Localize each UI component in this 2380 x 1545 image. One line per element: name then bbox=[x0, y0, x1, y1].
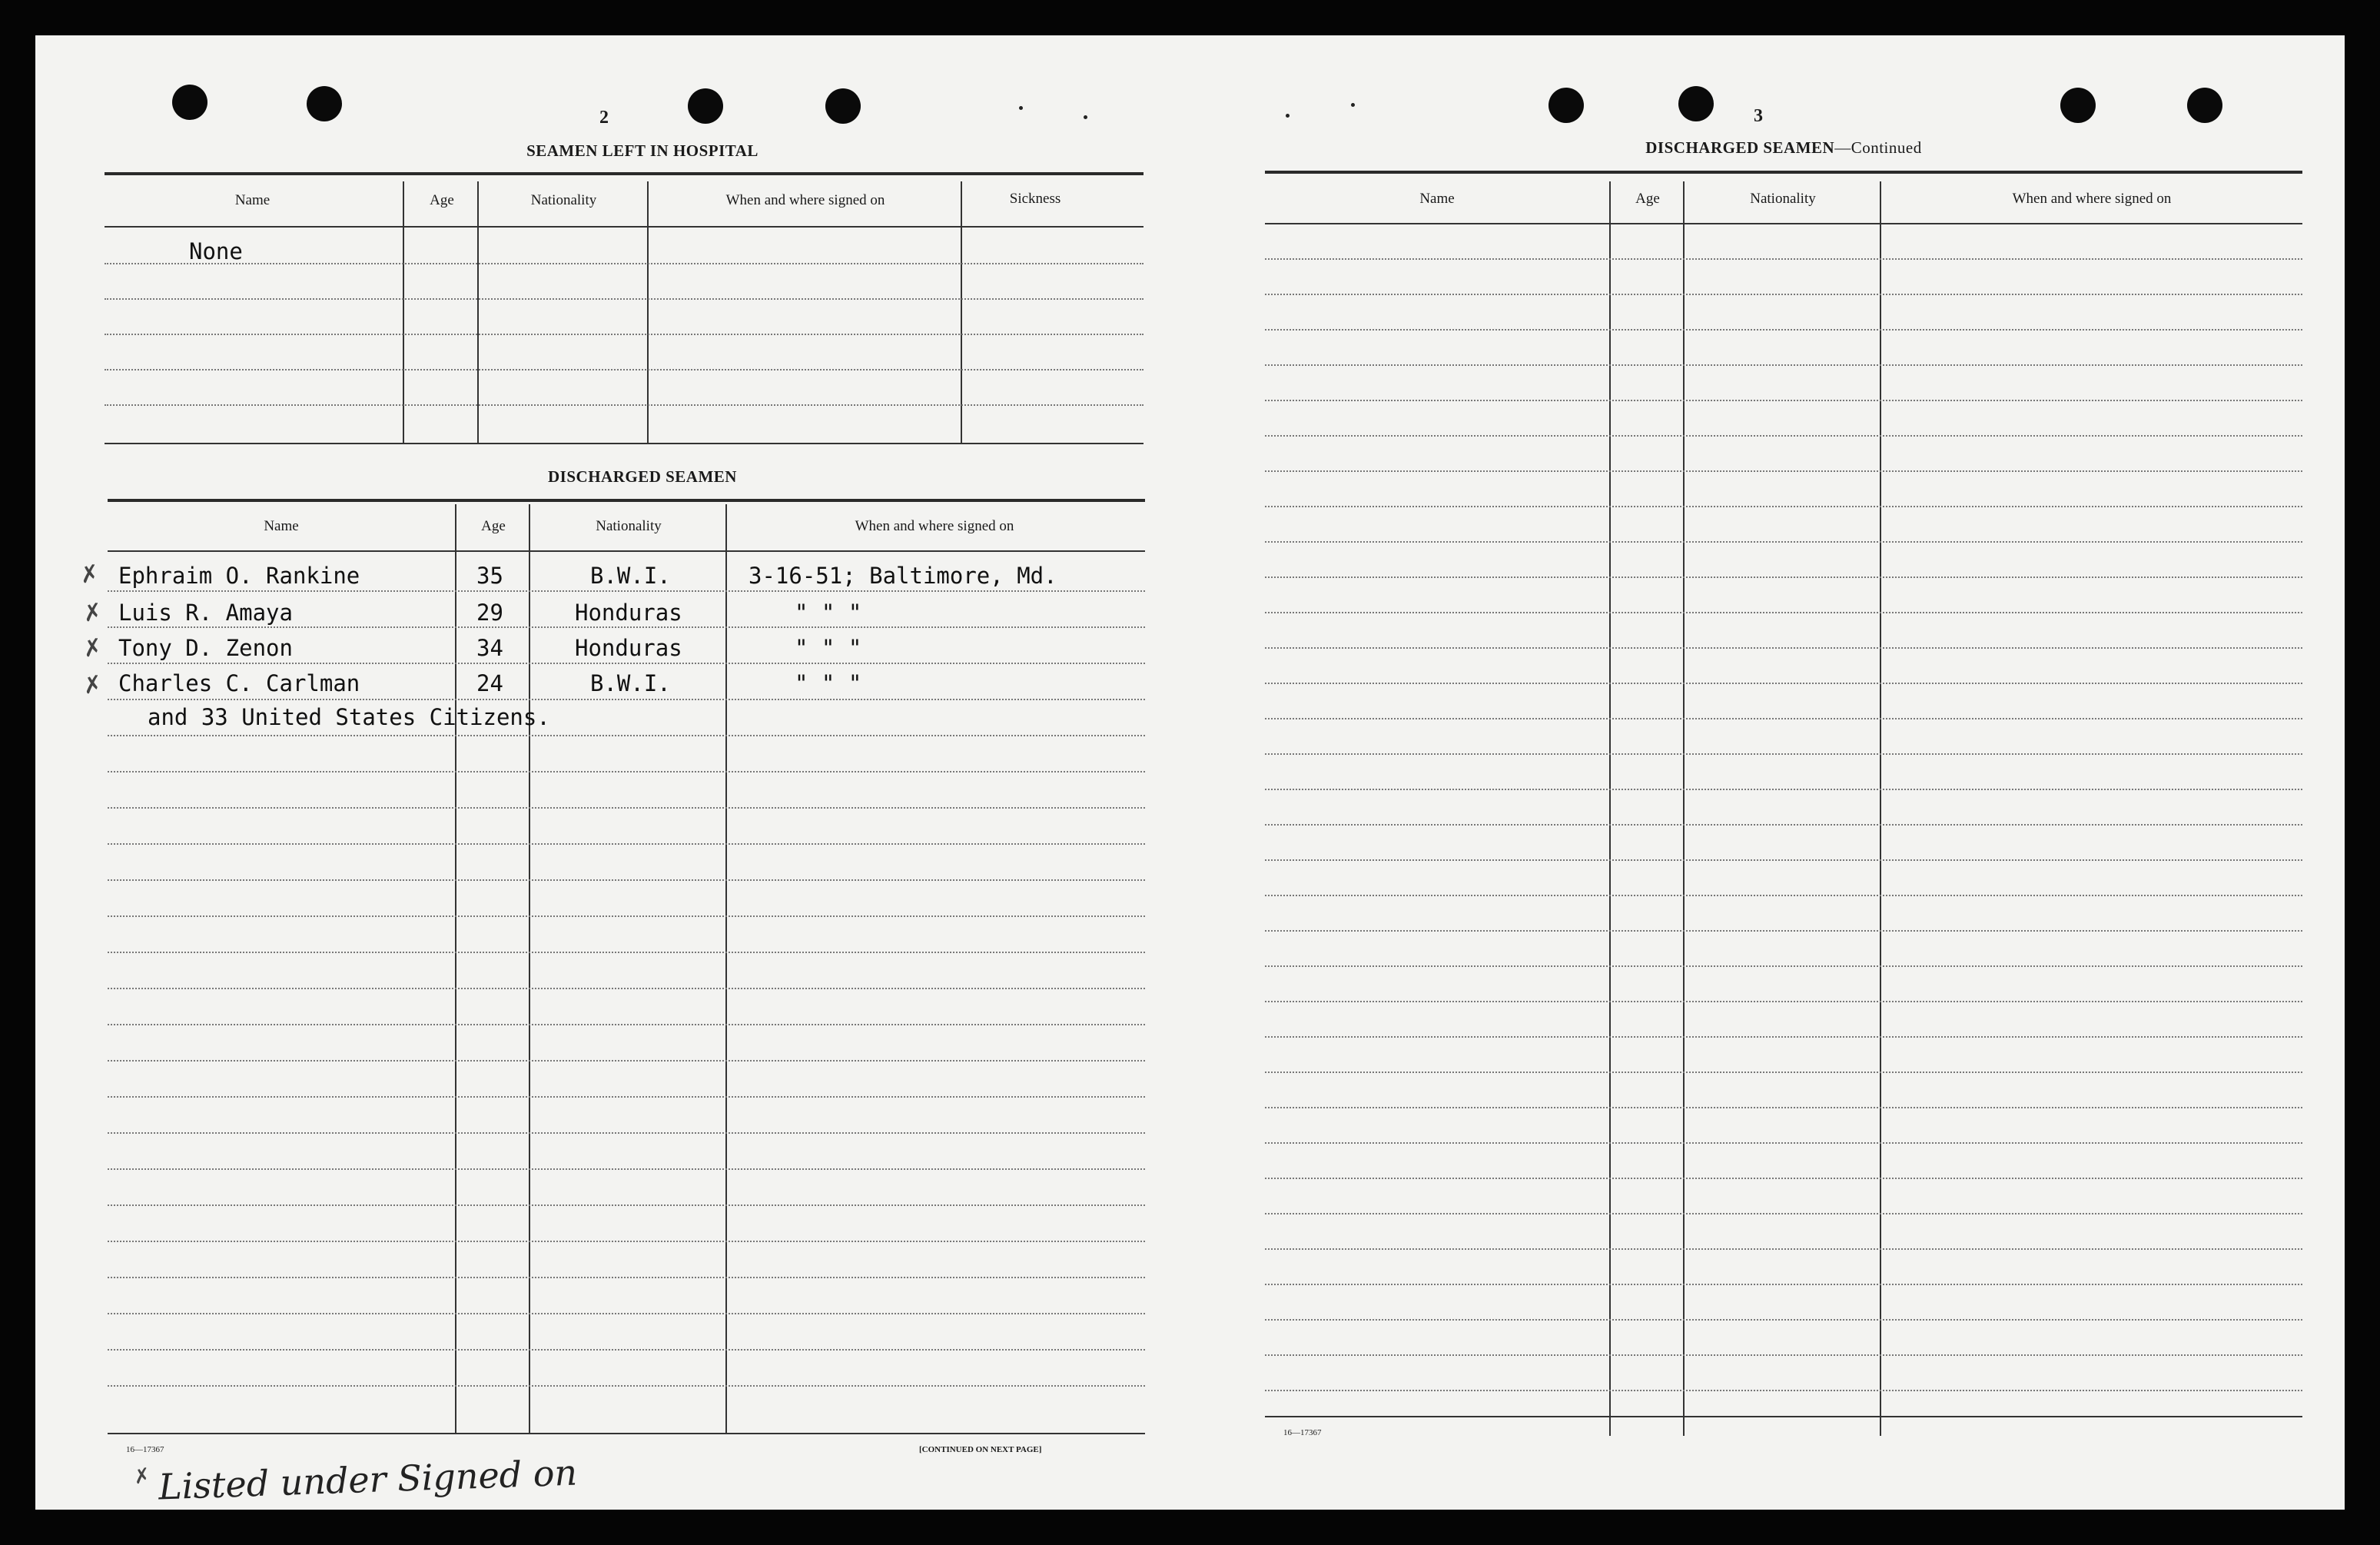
row-rule bbox=[1265, 1319, 2302, 1321]
continued-note: [CONTINUED ON NEXT PAGE] bbox=[919, 1445, 1042, 1454]
seaman-age: 34 bbox=[476, 635, 503, 661]
right-header-nationality: Nationality bbox=[1750, 191, 1816, 207]
row-rule bbox=[1265, 294, 2302, 295]
punch-hole bbox=[825, 88, 861, 124]
row-rule bbox=[1265, 1390, 2302, 1391]
discharged-continued-title bbox=[1265, 138, 2302, 158]
header-bottom-rule bbox=[108, 550, 1145, 552]
row-rule bbox=[1265, 612, 2302, 613]
column-divider bbox=[529, 504, 530, 1434]
citizens-note: and 33 United States Citizens. bbox=[148, 704, 550, 730]
column-divider bbox=[725, 504, 727, 1434]
row-rule bbox=[108, 988, 1145, 989]
punch-hole bbox=[2060, 88, 2096, 123]
row-rule bbox=[108, 771, 1145, 772]
punch-hole bbox=[2187, 88, 2222, 123]
row-rule bbox=[1265, 1001, 2302, 1002]
punch-hole bbox=[172, 85, 207, 120]
row-rule bbox=[108, 1349, 1145, 1351]
seaman-signed-on: 3-16-51; Baltimore, Md. bbox=[749, 563, 1057, 589]
row-rule bbox=[108, 735, 1145, 736]
row-rule bbox=[1265, 824, 2302, 826]
column-divider bbox=[455, 504, 456, 1434]
seaman-name: Ephraim O. Rankine bbox=[118, 563, 360, 589]
seaman-signed-on: " " " bbox=[795, 635, 862, 661]
seaman-nationality: Honduras bbox=[575, 600, 682, 626]
punch-hole bbox=[1678, 86, 1714, 121]
title-suffix: —Continued bbox=[1834, 138, 1922, 157]
form-number: 16—17367 bbox=[126, 1445, 164, 1454]
column-divider bbox=[647, 181, 649, 443]
discharged-header-age: Age bbox=[481, 518, 506, 534]
table-bottom-rule bbox=[105, 443, 1144, 444]
hospital-entry: None bbox=[189, 238, 243, 264]
document-sheet bbox=[35, 35, 2345, 1510]
row-rule bbox=[1265, 1036, 2302, 1038]
form-number: 16—17367 bbox=[1283, 1428, 1322, 1437]
row-rule bbox=[1265, 1107, 2302, 1108]
check-mark-icon: ✗ bbox=[81, 670, 105, 700]
right-header-signed-on: When and where signed on bbox=[2012, 191, 2172, 207]
hospital-section-title: SEAMEN LEFT IN HOSPITAL bbox=[526, 141, 758, 160]
row-rule bbox=[105, 298, 1144, 300]
row-rule bbox=[108, 699, 1145, 700]
row-rule bbox=[108, 1060, 1145, 1062]
discharged-section-title: DISCHARGED SEAMEN bbox=[548, 467, 737, 486]
row-rule bbox=[1265, 1248, 2302, 1250]
row-rule bbox=[1265, 506, 2302, 507]
table-top-rule bbox=[105, 172, 1144, 175]
page-number: 3 bbox=[1754, 106, 1763, 126]
hospital-header-nationality: Nationality bbox=[530, 192, 597, 208]
row-rule bbox=[1265, 576, 2302, 578]
row-rule bbox=[1265, 1142, 2302, 1144]
seaman-age: 24 bbox=[476, 670, 503, 696]
row-rule bbox=[108, 1168, 1145, 1170]
row-rule bbox=[1265, 718, 2302, 719]
row-rule bbox=[1265, 364, 2302, 366]
speck bbox=[1084, 115, 1087, 119]
check-mark-icon: ✗ bbox=[81, 633, 105, 663]
seaman-name: Charles C. Carlman bbox=[118, 670, 360, 696]
row-rule bbox=[1265, 435, 2302, 437]
row-rule bbox=[105, 263, 1144, 264]
check-mark-icon: ✗ bbox=[81, 598, 105, 628]
punch-hole bbox=[688, 88, 723, 124]
row-rule bbox=[108, 590, 1145, 592]
row-rule bbox=[105, 369, 1144, 370]
discharged-header-signed-on: When and where signed on bbox=[855, 518, 1014, 534]
column-divider bbox=[961, 181, 962, 443]
discharged-header-name: Name bbox=[264, 518, 299, 534]
table-bottom-rule bbox=[1265, 1416, 2302, 1417]
row-rule bbox=[1265, 895, 2302, 896]
right-header-name: Name bbox=[1419, 191, 1455, 207]
row-rule bbox=[108, 1277, 1145, 1278]
seaman-nationality: B.W.I. bbox=[590, 563, 671, 589]
row-rule bbox=[108, 626, 1145, 628]
row-rule bbox=[108, 1241, 1145, 1242]
row-rule bbox=[1265, 1354, 2302, 1356]
hospital-header-name: Name bbox=[234, 192, 271, 208]
row-rule bbox=[108, 1204, 1145, 1206]
row-rule bbox=[105, 404, 1144, 406]
header-bottom-rule bbox=[1265, 223, 2302, 224]
table-bottom-rule bbox=[108, 1433, 1145, 1434]
row-rule bbox=[1265, 1213, 2302, 1214]
seaman-age: 29 bbox=[476, 600, 503, 626]
row-rule bbox=[105, 334, 1144, 335]
row-rule bbox=[108, 663, 1145, 664]
seaman-nationality: Honduras bbox=[575, 635, 682, 661]
row-rule bbox=[108, 879, 1145, 881]
speck bbox=[1351, 103, 1355, 107]
row-rule bbox=[1265, 930, 2302, 932]
page-number: 2 bbox=[599, 108, 609, 128]
check-mark-icon: ✗ bbox=[131, 1464, 153, 1490]
row-rule bbox=[1265, 329, 2302, 331]
seaman-signed-on: " " " bbox=[795, 600, 862, 626]
handwritten-annotation: Listed under Signed on bbox=[158, 1451, 578, 1508]
row-rule bbox=[108, 1024, 1145, 1025]
row-rule bbox=[1265, 258, 2302, 260]
row-rule bbox=[108, 915, 1145, 917]
row-rule bbox=[1265, 789, 2302, 790]
seaman-nationality: B.W.I. bbox=[590, 670, 671, 696]
right-header-age: Age bbox=[1635, 191, 1660, 207]
title-main: DISCHARGED SEAMEN bbox=[1645, 138, 1835, 157]
seaman-name: Tony D. Zenon bbox=[118, 635, 293, 661]
punch-hole bbox=[307, 86, 342, 121]
row-rule bbox=[108, 1132, 1145, 1134]
check-mark-icon: ✗ bbox=[78, 560, 101, 590]
hospital-header-age: Age bbox=[430, 192, 454, 208]
row-rule bbox=[108, 1096, 1145, 1098]
seaman-signed-on: " " " bbox=[795, 670, 862, 696]
table-top-rule bbox=[108, 499, 1145, 502]
column-divider bbox=[403, 181, 404, 443]
row-rule bbox=[108, 1385, 1145, 1387]
hospital-header-sickness: Sickness bbox=[1009, 191, 1061, 207]
speck bbox=[1286, 114, 1290, 118]
row-rule bbox=[1265, 1178, 2302, 1179]
row-rule bbox=[1265, 1284, 2302, 1285]
discharged-header-nationality: Nationality bbox=[596, 518, 662, 534]
header-bottom-rule bbox=[105, 226, 1144, 228]
speck bbox=[1019, 106, 1023, 110]
row-rule bbox=[1265, 683, 2302, 684]
punch-hole bbox=[1548, 88, 1584, 123]
row-rule bbox=[1265, 753, 2302, 755]
row-rule bbox=[1265, 541, 2302, 543]
row-rule bbox=[108, 843, 1145, 845]
seaman-age: 35 bbox=[476, 563, 503, 589]
row-rule bbox=[1265, 965, 2302, 967]
column-divider bbox=[477, 181, 479, 443]
row-rule bbox=[108, 1313, 1145, 1314]
row-rule bbox=[1265, 470, 2302, 472]
row-rule bbox=[108, 952, 1145, 953]
row-rule bbox=[1265, 400, 2302, 401]
hospital-header-signed-on: When and where signed on bbox=[725, 192, 885, 208]
row-rule bbox=[1265, 859, 2302, 861]
row-rule bbox=[1265, 647, 2302, 649]
row-rule bbox=[1265, 1072, 2302, 1073]
row-rule bbox=[108, 807, 1145, 809]
seaman-name: Luis R. Amaya bbox=[118, 600, 293, 626]
table-top-rule bbox=[1265, 171, 2302, 174]
